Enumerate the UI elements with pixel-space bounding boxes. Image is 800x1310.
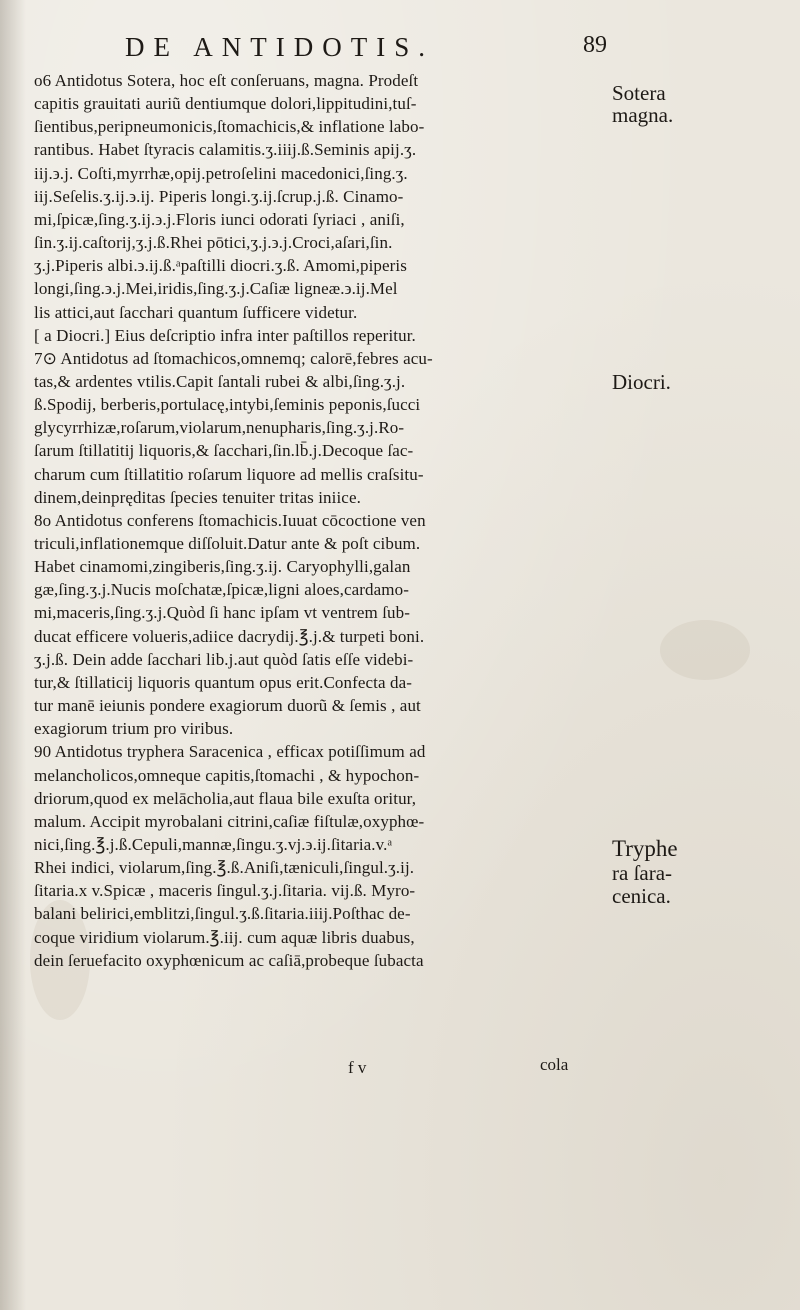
text-line: dein ſeruefacito oxyphœnicum ac caſiā,probeque ſubacta: [34, 950, 424, 970]
text-line: driorum,quod ex melācholia,aut flaua bile exuſta oritur,: [34, 788, 417, 808]
text-line: charum cum ſtillatitio roſarum liquore ad mellis craſsitu-: [34, 464, 424, 484]
page-header: [0, 32, 800, 72]
text-line: rantibus. Habet ſtyracis calamitis.ʒ.iiij.ß.Seminis apij.ʒ.: [34, 140, 417, 160]
text-line: melancholicos,omneque capitis,ſtomachi , & hypochon-: [34, 765, 420, 785]
page-gutter-shadow: [0, 0, 26, 1310]
text-line: mi,maceris,ſing.ʒ.j.Quòd ſi hanc ipſam vt ventrem ſub-: [34, 603, 411, 623]
text-line: ſin.ʒ.ij.caſtorij,ʒ.j.ß.Rhei pōtici,ʒ.j.϶.j.Croci,aſari,ſin.: [34, 233, 393, 253]
text-line: Rhei indici, violarum,ſing.℥.ß.Aniſi,tæniculi,ſingul.ʒ.ij.: [34, 858, 415, 878]
text-line: iij.϶.j. Coſti,myrrhæ,opij.petroſelini macedonici,ſing.ʒ.: [34, 163, 408, 183]
text-line: tur manē ieiunis pondere exagiorum duorũ & ſemis , aut: [34, 696, 421, 716]
text-line: o6 Antidotus Sotera, hoc eſt conſeruans, magna. Prodeſt: [34, 71, 419, 90]
text-line: ſarum ſtillatitij liquoris,& ſacchari,ſin.lb̄.j.Decoque ſac-: [34, 441, 414, 461]
margin-note-line: magna.: [612, 103, 674, 127]
margin-note-line: cenica.: [612, 884, 671, 908]
catchword: cola: [540, 1055, 569, 1074]
text-line: dinem,deinpręditas ſpecies tenuiter tritas iniice.: [34, 487, 361, 507]
text-line: exagiorum trium pro viribus.: [34, 719, 234, 739]
text-line: 8o Antidotus conferens ſtomachicis.Iuuat cōcoctione ven: [34, 510, 426, 530]
text-line: glycyrrhizæ,roſarum,violarum,nenupharis,ſing.ʒ.j.Ro-: [34, 418, 405, 438]
text-line: capitis grauitati auriũ dentiumque dolori,lippitudini,tuſ-: [34, 94, 417, 114]
text-line: longi,ſing.϶.j.Mei,iridis,ſing.ʒ.j.Caſiæ ligneæ.϶.ij.Mel: [34, 279, 398, 299]
text-line: triculi,inflationemque diſſoluit.Datur ante & poſt cibum.: [34, 534, 421, 553]
page-number: 89: [583, 32, 607, 58]
text-line: malum. Accipit myrobalani citrini,caſiæ fiſtulæ,oxyphœ-: [34, 811, 425, 831]
text-line: Habet cinamomi,zingiberis,ſing.ʒ.ij. Caryophylli,galan: [34, 557, 411, 577]
text-line: tur,& ſtillaticij liquoris quantum opus erit.Confecta da-: [34, 672, 412, 692]
text-line: coque viridium violarum.℥.iij. cum aquæ libris duabus,: [34, 927, 415, 947]
text-line: balani belirici,emblitzi,ſingul.ʒ.ß.ſitaria.iiij.Poſthac de-: [34, 904, 411, 924]
margin-note-line: ra ſara-: [612, 861, 673, 885]
text-line: 90 Antidotus tryphera Saracenica , efficax potiſſimum ad: [34, 742, 426, 762]
text-line: ß.Spodij, berberis,portulacę,intybi,ſeminis peponis,ſucci: [34, 395, 421, 415]
text-line: lis attici,aut ſacchari quantum ſufficere videtur.: [34, 302, 358, 322]
paper-stain: [660, 620, 750, 680]
text-line: mi,ſpicæ,ſing.ʒ.ij.϶.j.Floris iunci odorati ſyriaci , aniſi,: [34, 209, 405, 229]
text-line: ſitaria.x v.Spicæ , maceris ſingul.ʒ.j.ſitaria. vij.ß. Myro-: [34, 881, 416, 901]
text-line: nici,ſing.℥.j.ß.Cepuli,mannæ,ſingu.ʒ.vj.϶.ij.ſitaria.v.ᵃ: [34, 834, 393, 854]
text-line: [ a Diocri.] Eius deſcriptio infra inter paſtillos reperitur.: [34, 325, 416, 345]
signature-mark: f v: [348, 1058, 367, 1077]
margin-note-line: Diocri.: [612, 370, 671, 394]
text-line: gæ,ſing.ʒ.j.Nucis moſchatæ,ſpicæ,ligni aloes,cardamo-: [34, 580, 409, 600]
text-line: ducat efficere volueris,adiice dacrydij.℥.j.& turpeti boni.: [34, 626, 425, 646]
running-title: DE ANTIDOTIS.: [125, 32, 434, 62]
margin-note-line: Tryphe: [612, 836, 678, 861]
text-line: ʒ.j.ß. Dein adde ſacchari lib.j.aut quòd ſatis eſſe videbi-: [34, 649, 414, 669]
text-line: ſientibus,peripneumonicis,ſtomachicis,& inflatione labo-: [34, 117, 425, 137]
margin-note-line: Sotera: [612, 81, 666, 105]
text-line: 7⊙ Antidotus ad ſtomachicos,omnemq; calorē,febres acu-: [34, 348, 433, 368]
text-line: tas,& ardentes vtilis.Capit ſantali rubei & albi,ſing.ʒ.j.: [34, 371, 406, 391]
text-line: ʒ.j.Piperis albi.϶.ij.ß.ᵃpaſtilli diocri.ʒ.ß. Amomi,piperis: [34, 256, 407, 276]
text-line: iij.Seſelis.ʒ.ij.϶.ij. Piperis longi.ʒ.ij.ſcrup.j.ß. Cinamo-: [34, 186, 404, 206]
